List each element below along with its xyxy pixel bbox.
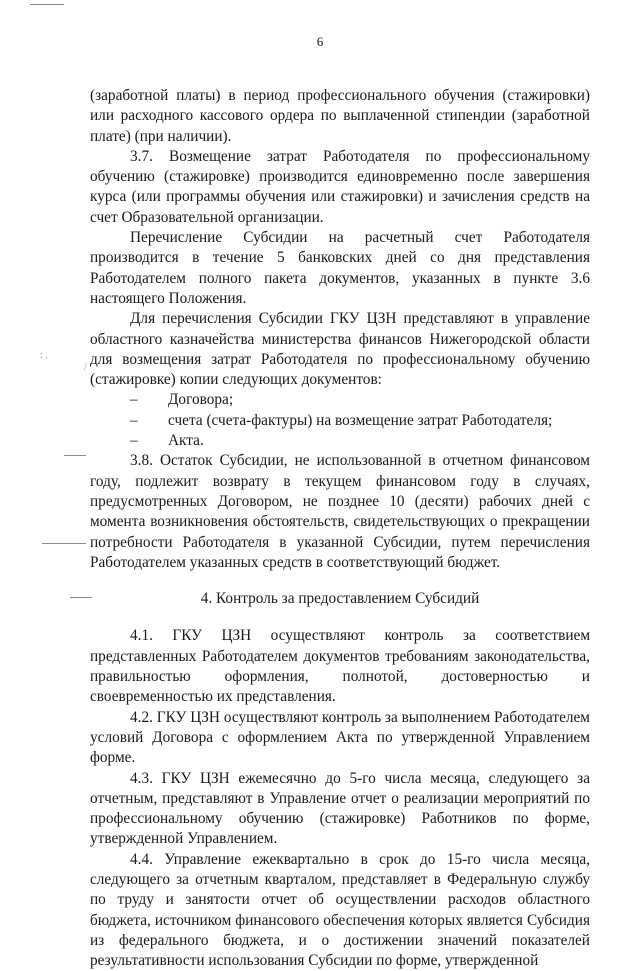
- paragraph-transfer: Перечисление Субсидии на расчетный счет Работодателя производится в течение 5 банковских дней со дня представления Работодателем полного пакета документов, указанных в пункте 3.6 настоящего Положения.: [90, 229, 590, 307]
- list-item-text: Акта.: [168, 432, 204, 450]
- list-item: [90, 431, 590, 451]
- paragraph-4-2: 4.2. ГКУ ЦЗН осуществляют контроль за выполнением Работодателем условий Договора с оформлением Акта по утвержденной Управлением форме.: [90, 708, 590, 767]
- page-number: 6: [316, 34, 324, 49]
- section-4-heading: 4. Контроль за предоставлением Субсидий: [200, 590, 480, 608]
- list-dash: –: [130, 411, 138, 429]
- scan-artifact: /: [84, 362, 87, 373]
- scan-artifact: [64, 455, 86, 456]
- paragraph-4-4: 4.4. Управление ежеквартально в срок до 15-го числа месяца, следующего за отчетным кварталом, представляет в Федеральную службу по труду и занятости отчет об осуществлении расходов областного бюджета, источником финансового обеспечения которых является Субсидия из федерального бюджета, и о достижении значений показателей результативности использования Субсидии по форме, утвержденной: [90, 850, 590, 970]
- list-dash: –: [130, 432, 138, 450]
- scan-artifact: : .: [40, 350, 48, 361]
- paragraph-continuation: (заработной платы) в период профессионального обучения (стажировки) или расходного кассового ордера по выплаченной стипендии (заработной плате) (при наличии).: [90, 87, 590, 145]
- list-item-text: счета (счета-фактуры) на возмещение затрат Работодателя;: [168, 411, 553, 429]
- list-item: [90, 390, 590, 410]
- paragraph-3-8: 3.8. Остаток Субсидии, не использованной в отчетном финансовом году, подлежит возврату в текущем финансовом году в случаях, предусмотренных Договором, не позднее 10 (десяти) рабочих дней с момента возникновения обстоятельств, свидетельствующих о прекращении потребности Работодателя в указанной Субсидии, путем перечисления Работодателем указанных средств в соответствующий бюджет.: [90, 452, 590, 571]
- list-item: [90, 411, 590, 431]
- document-body: [90, 86, 590, 971]
- paragraph-4-1: 4.1. ГКУ ЦЗН осуществляют контроль за соответствием представленных Работодателем документов требованиям законодательства, правильностью оформления, полнотой, достоверностью и своевременностью их представления.: [90, 627, 590, 706]
- list-dash: –: [130, 391, 138, 409]
- scan-artifact: [42, 543, 86, 544]
- list-item-text: Договора;: [168, 391, 234, 409]
- paragraph-4-3: 4.3. ГКУ ЦЗН ежемесячно до 5-го числа месяца, следующего за отчетным, представляют в Управление отчет о реализации мероприятий по профессиональному обучению (стажировке) Работников по форме, утвержденной Управлением.: [90, 769, 590, 848]
- paragraph-3-7: 3.7. Возмещение затрат Работодателя по профессиональному обучению (стажировке) производится единовременно после завершения курса (или программы обучения или стажировки) и зачисления средств на счет Образовательной организации.: [90, 147, 590, 226]
- scan-artifact: [70, 597, 92, 598]
- scan-artifact: [30, 4, 64, 5]
- paragraph-documents: Для перечисления Субсидии ГКУ ЦЗН представляют в управление областного казначейства министерства финансов Нижегородской области для возмещения затрат Работодателя по профессиональному обучению (стажировке) копии следующих документов:: [90, 310, 590, 389]
